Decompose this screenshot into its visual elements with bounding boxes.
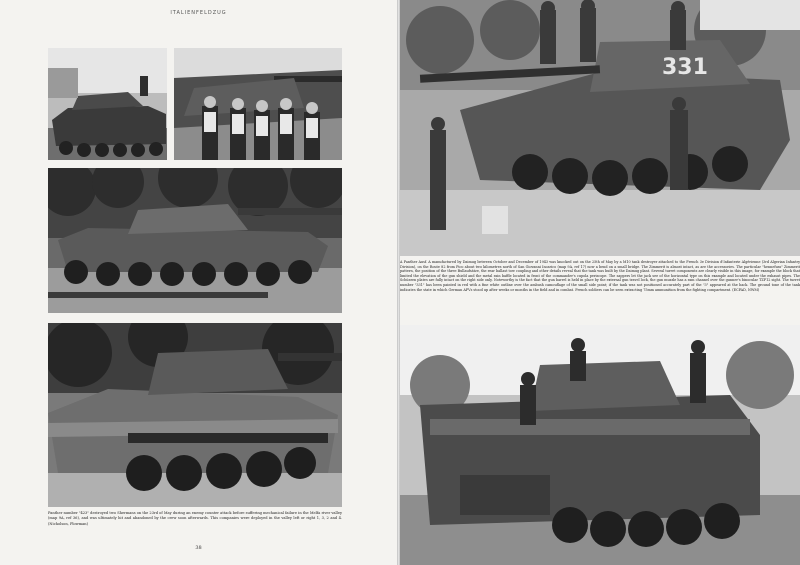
- running-head: ITALIENFELDZUG: [170, 10, 227, 16]
- photo-panther-in-woods: [48, 168, 342, 313]
- page-number: 38: [195, 545, 202, 551]
- photo-panther-331-with-soldiers: [400, 0, 800, 256]
- photo-panther-rear-profile: [48, 48, 167, 160]
- right-page: [400, 0, 800, 565]
- left-photo-caption: Panther number "423" destroyed two Shermans on the 23rd of May during an enemy counter attack before suffering mechanical failure in the Melfa river valley (map 9A, ref 36), and was ultimately hit and abandoned by the crew soon afterwards. This companies were deployed in the valley left or right 1, 3, 2 and 4. (Nicholson, Plowman): [48, 511, 342, 526]
- photo-crew-posing-with-panther: [174, 48, 342, 160]
- photo-panther-rear-soldiers-on-deck: [400, 325, 800, 565]
- turret-number-331: 331: [662, 55, 708, 80]
- photo-panther-423-abandoned: [48, 323, 342, 507]
- right-photo-caption: A Panther Ausf. A manufactured by Daimug between October and December of 1943 was knocked out on the 25th of May by a M10 tank destroyer attached to the French 3e Division d'Infanterie Algérienne (3rd Algerian Infantry Division), on the Route 82 from Pico about two kilometres north of San Giovanni Incarico (map 9A, ref 17) now a bend on a small bridge. The Zimmerit is almost intact, as are the accessories. The particular "hennefuss" Zimmerit pattern, the position of the three Bullaufsätze, the rear ballast tow coupling and other details reveal that the tank was built by the Daimug plant. Several turret components are clearly visible in this image, for example the block that limited the elevation of the gun shield and the metal rain baffle located in front of the commander's cupola periscope. The sappers let the jack see of the horizontal type on this example and located under the exhaust pipes. The Schürzen plates are fully intact on the right side only. Noteworthy is the fact that the gun barrel is held in place by the external gun travel lock, the gun muzzle has a ram channel over the gunner's binocular TZF12 sight. The turret number "331" has been painted in red with a fine white outline over the ambush camouflage of the small side point; if the tank was not positioned accurately part of the "3" appeared at the back. The ground tone of the tank indicates the state in which German AFVs stood up after weeks or months in the field and in combat. French soldiers can be seen extracting 75mm ammunition from the fighting compartment. (ECPAD, NWM): [400, 260, 800, 292]
- left-page: [0, 0, 397, 565]
